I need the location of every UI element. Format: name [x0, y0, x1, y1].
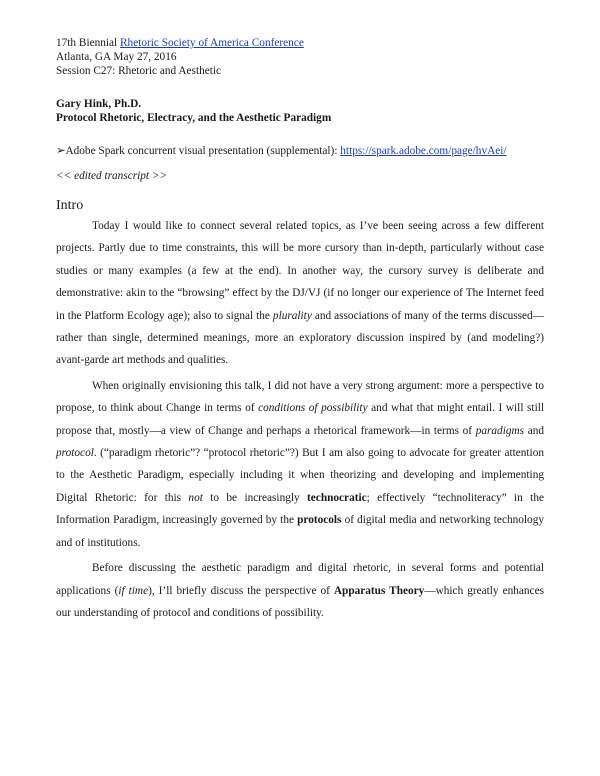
spark-line [56, 144, 544, 158]
session-line: Session C27: Rhetoric and Aesthetic [56, 65, 222, 77]
paper-title: Protocol Rhetoric, Electracy, and the Aesthetic Paradigm [56, 112, 332, 124]
conference-line [56, 36, 544, 50]
conference-link[interactable]: Rhetoric Society of America Conference [120, 37, 304, 49]
location-date-line: Atlanta, GA May 27, 2016 [56, 51, 177, 63]
document-page [56, 36, 544, 624]
intro-paragraph-2: When originally envisioning this talk, I did not have a very strong argument: more a perspective to propose, to think about Change in terms of conditions of possibility and what that might entail. I will still propose that, mostly—a view of Change and perhaps a rhetorical framework—in terms of paradigms and protocol. (“paradigm rhetoric”? “protocol rhetoric”?) But I am also going to advocate for greater attention to the Aesthetic Paradigm, especially including it when theorizing and developing and implementing Digital Rhetoric: for this not to be increasingly technocratic; effectively “technoliteracy” in the Information Paradigm, increasingly governed by the protocols of digital media and networking technology and of institutions. [56, 379, 544, 549]
spark-text: ➢Adobe Spark concurrent visual presentation (supplemental): [56, 145, 341, 157]
intro-paragraph-1: Today I would like to connect several related topics, as I’ve been seeing across a few different projects. Partly due to time constraints, this will be more cursory than in-depth, particularly without case studies or many examples (a few at the end). In another way, the cursory survey is deliberate and demonstrative: akin to the “browsing” effect by the DJ/VJ (if no longer our experience of The Internet feed in the Platform Ecology age); also to signal the plurality and associations of many of the terms discussed—rather than single, determined meanings, more an exploratory discussion inspired by (and modeling?) avant-garde art methods and qualities. [56, 220, 544, 367]
conference-prefix: 17th Biennial [56, 37, 121, 49]
author-name: Gary Hink, Ph.D. [56, 98, 142, 110]
transcript-note [56, 169, 544, 183]
intro-paragraph-3: Before discussing the aesthetic paradigm and digital rhetoric, in several forms and potential applications (if time), I’ll briefly discuss the perspective of Apparatus Theory—which greatly enhances our understanding of protocol and conditions of possibility. [56, 562, 544, 619]
transcript-note-text: << edited transcript >> [56, 170, 168, 182]
spark-link[interactable]: https://spark.adobe.com/page/hvAei/ [340, 145, 507, 157]
intro-heading: Intro [56, 198, 84, 213]
